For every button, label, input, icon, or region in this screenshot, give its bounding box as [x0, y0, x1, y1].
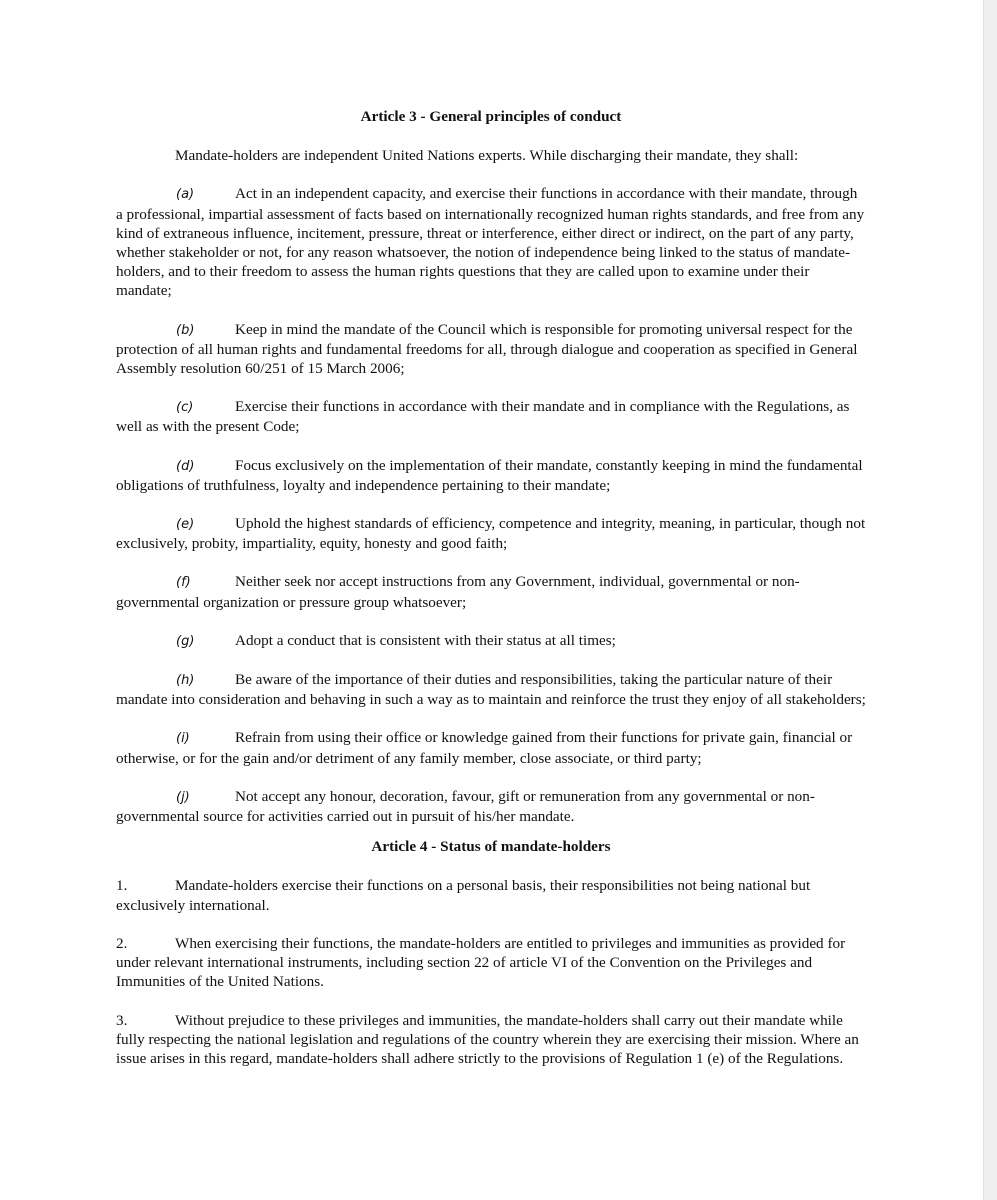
clause-g: [116, 631, 866, 651]
clause-i: [116, 728, 866, 767]
clause-d: [116, 456, 866, 495]
clause-marker: (a): [176, 187, 195, 203]
clause-a: [116, 184, 866, 300]
clause-marker: (b): [176, 322, 195, 338]
clause-j: [116, 787, 866, 826]
clause-marker: (g): [176, 633, 195, 649]
clause-marker: (h): [176, 673, 195, 689]
clause-marker: (d): [176, 458, 195, 474]
clause-text: Act in an independent capacity, and exercise their functions in accordance with their mandate, through a professional, impartial assessment of facts based on internationally recognized human rights standards, and free from any kind of extraneous influence, incitement, pressure, threat or interference, either direct or indirect, on the part of any party, whether stakeholder or not, for any reason whatsoever, the notion of independence being linked to the status of mandate-holders, and to their freedom to assess the human rights questions that they are called upon to examine under their mandate;: [116, 185, 865, 300]
clause-marker: (f): [176, 575, 191, 591]
clause-e: [116, 514, 866, 553]
article-4-item-2: [116, 934, 866, 992]
clause-text: Uphold the highest standards of efficiency, competence and integrity, meaning, in particular, though not exclusively, probity, impartiality, equity, honesty and good faith;: [116, 515, 866, 553]
document-content: [116, 107, 866, 1068]
item-number: 2.: [116, 934, 128, 952]
clause-text: Refrain from using their office or knowledge gained from their functions for private gain, financial or otherwise, or for the gain and/or detriment of any family member, close associate, or third party;: [116, 729, 853, 767]
article-4-heading: Article 4 - Status of mandate-holders: [371, 838, 611, 856]
clause-text: Neither seek nor accept instructions from any Government, individual, governmental or non-governmental organization or pressure group whatsoever;: [116, 573, 800, 611]
clause-marker: (c): [176, 400, 194, 416]
article-4-item-1: [116, 876, 866, 914]
article-3-intro: Mandate-holders are independent United Nations experts. While discharging their mandate, they shall:: [175, 147, 799, 165]
item-number: 1.: [116, 877, 128, 895]
clause-b: [116, 320, 866, 379]
clause-text: Exercise their functions in accordance with their mandate and in compliance with the Regulations, as well as with the present Code;: [116, 398, 850, 436]
clause-text: Not accept any honour, decoration, favour, gift or remuneration from any governmental or non-governmental source for activities carried out in pursuit of his/her mandate.: [116, 787, 815, 826]
item-text: Without prejudice to these privileges and immunities, the mandate-holders shall carry out their mandate while fully respecting the national legislation and regulations of the country wherein they are exercising their mission. Where an issue arises in this regard, mandate-holders shall adhere strictly to the provisions of Regulation 1 (e) of the Regulations.: [116, 1011, 859, 1067]
clause-f: [116, 572, 866, 611]
article-3-heading: Article 3 - General principles of conduct: [360, 108, 622, 125]
clause-text: Adopt a conduct that is consistent with their status at all times;: [235, 631, 616, 649]
clause-text: Focus exclusively on the implementation of their mandate, constantly keeping in mind the fundamental obligations of truthfulness, loyalty and independence pertaining to their mandate;: [116, 456, 863, 494]
clause-marker: (j): [176, 789, 190, 805]
clause-h: [116, 670, 866, 709]
clause-c: [116, 397, 866, 436]
item-number: 3.: [116, 1011, 128, 1029]
page-edge: [983, 0, 997, 1200]
item-text: Mandate-holders exercise their functions on a personal basis, their responsibilities not being national but exclusively international.: [116, 877, 811, 914]
clause-marker: (i): [176, 731, 190, 747]
clause-marker: (e): [176, 517, 195, 533]
clause-text: Keep in mind the mandate of the Council which is responsible for promoting universal respect for the protection of all human rights and fundamental freedoms for all, through dialogue and cooperation as specified in General Assembly resolution 60/251 of 15 March 2006;: [116, 320, 858, 378]
clause-text: Be aware of the importance of their duties and responsibilities, taking the particular nature of their mandate into consideration and behaving in such a way as to maintain and reinforce the trust they enjoy of all stakeholders;: [116, 671, 866, 709]
item-text: When exercising their functions, the mandate-holders are entitled to privileges and immunities as provided for under relevant international instruments, including section 22 of article VI of the Convention on the Privileges and Immunities of the United Nations.: [116, 934, 846, 991]
article-4-item-3: [116, 1011, 866, 1069]
